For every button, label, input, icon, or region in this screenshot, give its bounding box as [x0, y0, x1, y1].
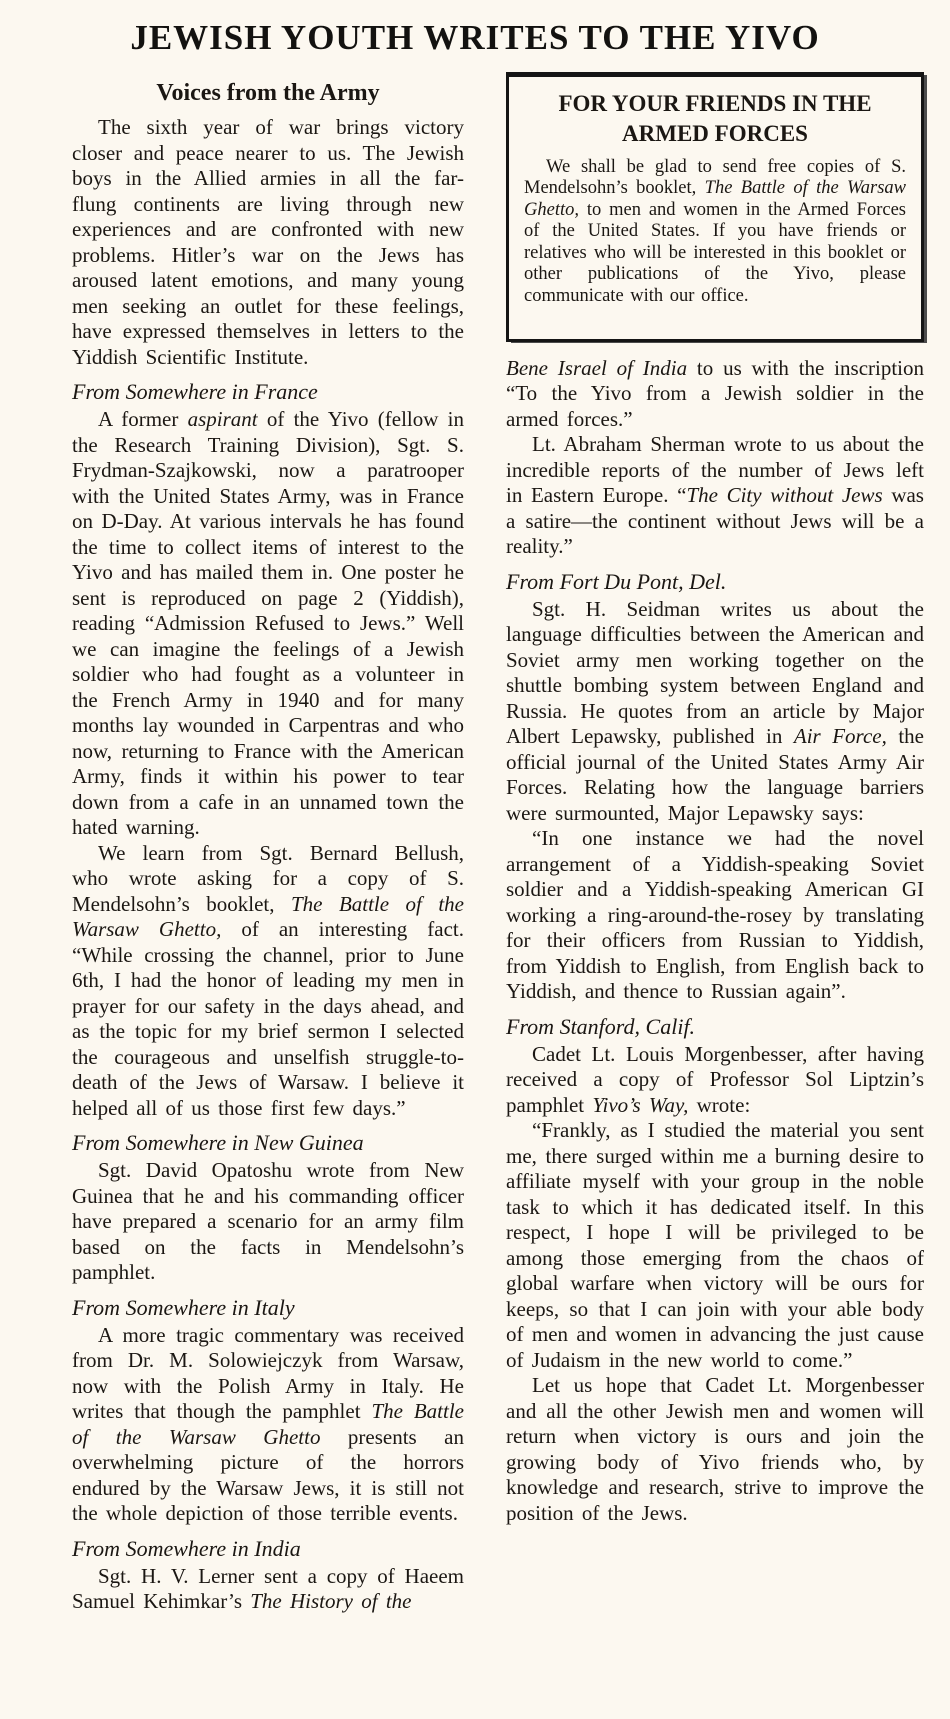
paragraph: A more tragic commentary was received from Dr. M. Solowiejczyk from Warsaw, now with the Polish Army in Italy. He writes that though the pamphlet The Battle of the Warsaw Ghetto presents an overwhelming picture of the horrors endured by the Warsaw Jews, it is still not the whole depiction of those terrible events.: [72, 1322, 465, 1525]
paragraph: A former aspirant of the Yivo (fellow in the Research Training Division), Sgt. S. Frydman-Szajkowski, now a paratrooper with the United States Army, was in France on D-Day. At various intervals he has found the time to collect items of interest to the Yivo and has mailed them in. One poster he sent is reproduced on page 2 (Yiddish), reading “Admission Refused to Jews.” Well we can imagine the feelings of a Jewish soldier who had fought as a volunteer in the French Army in 1940 and for many months lay wounded in Carpentras and who now, returning to France with the American Army, finds it within his power to tear down from a cafe in an unnamed town the hated warning.: [72, 407, 465, 839]
section-heading: From Somewhere in India: [72, 1535, 301, 1561]
section-heading: From Stanford, Calif.: [506, 1013, 696, 1039]
paragraph: Cadet Lt. Louis Morgenbesser, after having received a copy of Professor Sol Liptzin’s pamphlet Yivo’s Way, wrote:: [506, 1041, 924, 1117]
paragraph: Sgt. H. V. Lerner sent a copy of Haeem Samuel Kehimkar’s The History of the: [72, 1563, 464, 1613]
two-column-layout: [0, 58, 950, 1615]
left-column: [72, 64, 464, 1615]
armed-forces-notice-box: [506, 72, 924, 342]
paragraph: Lt. Abraham Sherman wrote to us about the incredible reports of the number of Jews left in Eastern Europe. “The City without Jews was a satire—the continent without Jews will be a reality.”: [506, 432, 924, 559]
notice-title-line-2: ARMED FORCES: [622, 120, 808, 146]
notice-title-line-1: FOR YOUR FRIENDS IN THE: [558, 91, 872, 116]
section-heading: From Somewhere in France: [72, 379, 318, 404]
page-title: JEWISH YOUTH WRITES TO THE YIVO: [130, 18, 820, 57]
paragraph: The sixth year of war brings victory closer and peace nearer to us. The Jewish boys in the Allied armies in all the far-flung continents are living through new experiences and are confronted with new problems. Hitler’s war on the Jews has aroused latent emotions, and many young men seeking an outlet for these feelings, have expressed themselves in letters to the Yiddish Scientific Institute.: [72, 115, 464, 369]
paragraph: “In one instance we had the novel arrangement of a Yiddish-speaking Soviet soldier and a Yiddish-speaking American GI working a ring-around-the-rosey by translating for their officers from Russian to Yiddish, from Yiddish to English, from English back to Yiddish, and thence to Russian again”.: [506, 826, 924, 1004]
notice-box-title: [524, 89, 906, 149]
right-column: [506, 64, 924, 1615]
paragraph: Let us hope that Cadet Lt. Morgenbesser and all the other Jewish men and women will return when victory is ours and join the growing body of Yivo friends who, by knowledge and research, strive to improve the position of the Jews.: [506, 1373, 924, 1525]
left-column-blocks: [72, 115, 464, 1615]
notice-box-body: We shall be glad to send free copies of S. Mendelsohn’s booklet, The Battle of the Warsaw Ghetto, to men and women in the Armed Forces of the United States. If you have friends or relatives who will be interested in this booklet or other publications of the Yivo, please communicate with our office.: [524, 156, 906, 306]
column-heading: Voices from the Army: [156, 80, 380, 106]
paragraph: Bene Israel of India to us with the inscription “To the Yivo from a Jewish soldier in the armed forces.”: [506, 355, 925, 431]
paragraph: Sgt. David Opatoshu wrote from New Guinea that he and his commanding officer have prepared a scenario for an army film based on the facts in Mendelsohn’s pamphlet.: [72, 1158, 464, 1284]
section-heading: From Fort Du Pont, Del.: [506, 568, 727, 594]
paragraph: Sgt. H. Seidman writes us about the language difficulties between the American and Soviet army men working together on the shuttle bombing system between England and Russia. He quotes from an article by Major Albert Lepawsky, published in Air Force, the official journal of the United States Army Air Forces. Relating how the language barriers were surmounted, Major Lepawsky says:: [506, 596, 925, 825]
section-heading: From Somewhere in Italy: [72, 1294, 295, 1320]
paragraph: We learn from Sgt. Bernard Bellush, who wrote asking for a copy of S. Mendelsohn’s booklet, The Battle of the Warsaw Ghetto, of an interesting fact. “While crossing the channel, prior to June 6th, I had the honor of leading my men in prayer for our safety in the days ahead, and as the topic for my brief sermon I selected the courageous and unselfish struggle-to-death of the Jews of Warsaw. I believe it helped all of us those first few days.”: [72, 840, 464, 1120]
right-column-blocks: [506, 356, 924, 1527]
section-heading: From Somewhere in New Guinea: [72, 1130, 364, 1155]
paragraph: “Frankly, as I studied the material you sent me, there surged within me a burning desire to affiliate myself with your group in the noble task to which it has dedicated itself. In this respect, I hope I will be privileged to be among those emerging from the chaos of global warfare when victory will be ours for keeps, so that I can join with your able body of men and women in advancing the just cause of Judaism in the new world to come.”: [506, 1118, 924, 1372]
